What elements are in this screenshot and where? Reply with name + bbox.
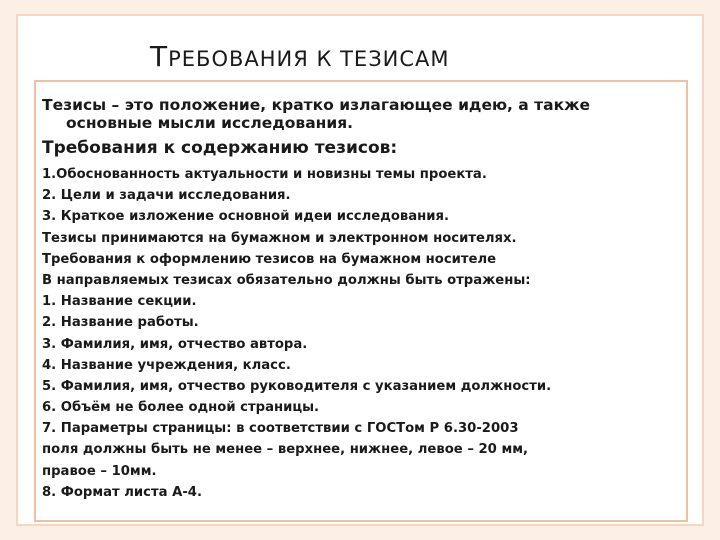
list-item: 1.Обоснованность актуальности и новизны темы проекта. bbox=[42, 167, 487, 182]
list-item: 7. Параметры страницы: в соответствии с ГОСТом Р 6.30-2003 bbox=[42, 421, 519, 437]
list-item: В направляемых тезисах обязательно должны быть отражены: bbox=[42, 272, 531, 288]
definition-line-2: основные мысли исследования. bbox=[66, 114, 354, 132]
list-item: 4. Название учреждения, класс. bbox=[42, 357, 291, 373]
list-item: правое – 10мм. bbox=[42, 463, 157, 479]
content-box bbox=[34, 80, 688, 522]
title-first-letter: Т bbox=[150, 40, 169, 73]
list-item: 6. Объём не более одной страницы. bbox=[42, 400, 320, 416]
bullet-icon: ◦ bbox=[40, 85, 45, 94]
list-item: 3. Фамилия, имя, отчество автора. bbox=[42, 336, 308, 352]
list-item: 2. Цели и задачи исследования. bbox=[42, 188, 291, 204]
definition-text bbox=[42, 96, 682, 132]
list-item: 8. Формат листа А-4. bbox=[42, 484, 202, 500]
list-item: 2. Название работы. bbox=[42, 315, 199, 331]
list-item: 1. Название секции. bbox=[42, 294, 197, 310]
list-item: Тезисы принимаются на бумажном и электронном носителях. bbox=[42, 230, 517, 246]
list-item: Требования к оформлению тезисов на бумажном носителе bbox=[42, 251, 497, 267]
list-item: поля должны быть не менее – верхнее, нижнее, левое – 20 мм, bbox=[42, 442, 529, 458]
definition-line-1: Тезисы – это положение, кратко излагающее идею, а также bbox=[42, 96, 591, 114]
title-rest: РЕБОВАНИЯ К ТЕЗИСАМ bbox=[168, 47, 450, 71]
list-item: 5. Фамилия, имя, отчество руководителя с указанием должности. bbox=[42, 378, 552, 394]
requirements-list bbox=[42, 164, 682, 503]
list-item: 3. Краткое изложение основной идеи исследования. bbox=[42, 209, 449, 225]
content-requirements-heading: Требования к содержанию тезисов: bbox=[42, 138, 398, 158]
slide-title bbox=[150, 40, 450, 73]
